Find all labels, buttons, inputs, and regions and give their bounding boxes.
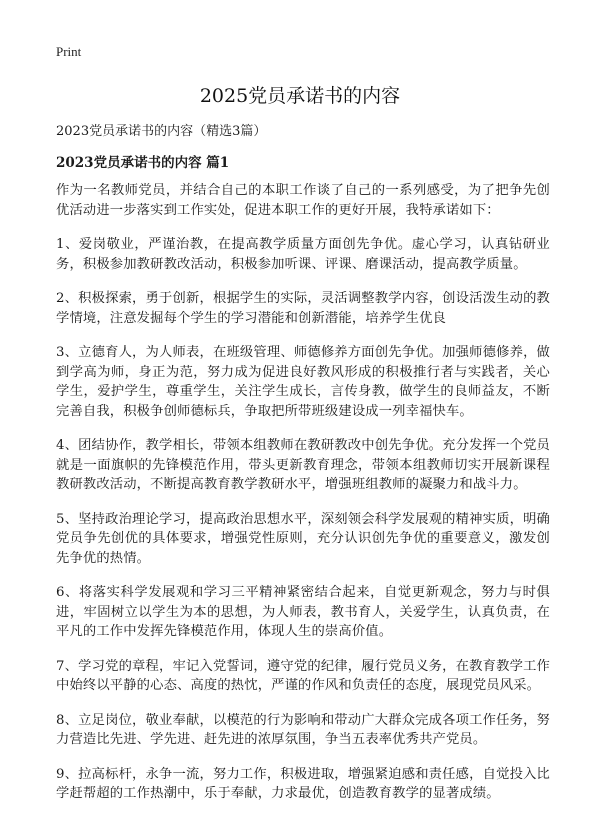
intro-paragraph: 作为一名教师党员，并结合自己的本职工作谈了自己的一系列感受，为了把争先创优活动进一步落实到工作实处，促进本职工作的更好开展，我特承诺如下： — [56, 183, 550, 218]
pledge-paragraph-4: 4、团结协作，教学相长，带领本组教师在教研教改中创先争优。充分发挥一个党员就是一面旗帜的先锋模范作用，带头更新教育理念，带领本组教师切实开展新课程教研教改活动，不断提高教育教学教研水平，增强班组教师的凝聚力和战斗力。 — [56, 438, 550, 492]
document-body — [56, 181, 550, 819]
pledge-paragraph-7: 7、学习党的章程，牢记入党誓词，遵守党的纪律，履行党员义务，在教育教学工作中始终以平静的心态、高度的热忱，严谨的作风和负责任的态度，展现党员风采。 — [56, 658, 550, 693]
section-heading: 2023党员承诺书的内容 篇1 — [56, 155, 230, 171]
pledge-paragraph-3: 3、立德育人，为人师表，在班级管理、师德修养方面创先争优。加强师德修养，做到学高为师，身正为范，努力成为促进良好教风形成的积极推行者与实践者，关心学生，爱护学生，尊重学生，关注学生成长，言传身教，做学生的良师益友，不断完善自我，积极争创师德标兵，争取把所带班级建设成一列幸福快车。 — [56, 345, 550, 419]
document-title: 2025党员承诺书的内容 — [199, 85, 401, 107]
pledge-paragraph-5: 5、坚持政治理论学习，提高政治思想水平，深刻领会科学发展观的精神实质，明确党员争先创优的具体要求，增强党性原则，充分认识创先争优的重要意义，激发创先争优的热情。 — [56, 511, 550, 566]
pledge-paragraph-1: 1、爱岗敬业，严谨治教，在提高教学质量方面创先争优。虚心学习，认真钻研业务，积极参加教研教改活动，积极参加听课、评课、磨课活动，提高教学质量。 — [56, 237, 550, 272]
pledge-paragraph-9: 9、拉高标杆，永争一流，努力工作，积极进取，增强紧迫感和责任感，自觉投入比学赶帮超的工作热潮中，乐于奉献，力求最优，创造教育教学的显著成绩。 — [56, 766, 550, 801]
print-link[interactable]: Print — [56, 44, 82, 59]
document-subtitle: 2023党员承诺书的内容（精选3篇） — [56, 124, 267, 139]
pledge-paragraph-2: 2、积极探索，勇于创新，根据学生的实际，灵活调整教学内容，创设活泼生动的教学情境，注意发掘每个学生的学习潜能和创新潜能，培养学生优良 — [56, 291, 550, 326]
pledge-paragraph-6: 6、将落实科学发展观和学习三平精神紧密结合起来，自觉更新观念，努力与时俱进，牢固树立以学生为本的思想，为人师表，教书育人，关爱学生，认真负责，在平凡的工作中发挥先锋模范作用，体现人生的崇高价值。 — [56, 585, 550, 639]
pledge-paragraph-8: 8、立足岗位，敬业奉献，以模范的行为影响和带动广大群众完成各项工作任务，努力营造比先进、学先进、赶先进的浓厚氛围，争当五表率优秀共产党员。 — [56, 712, 550, 747]
